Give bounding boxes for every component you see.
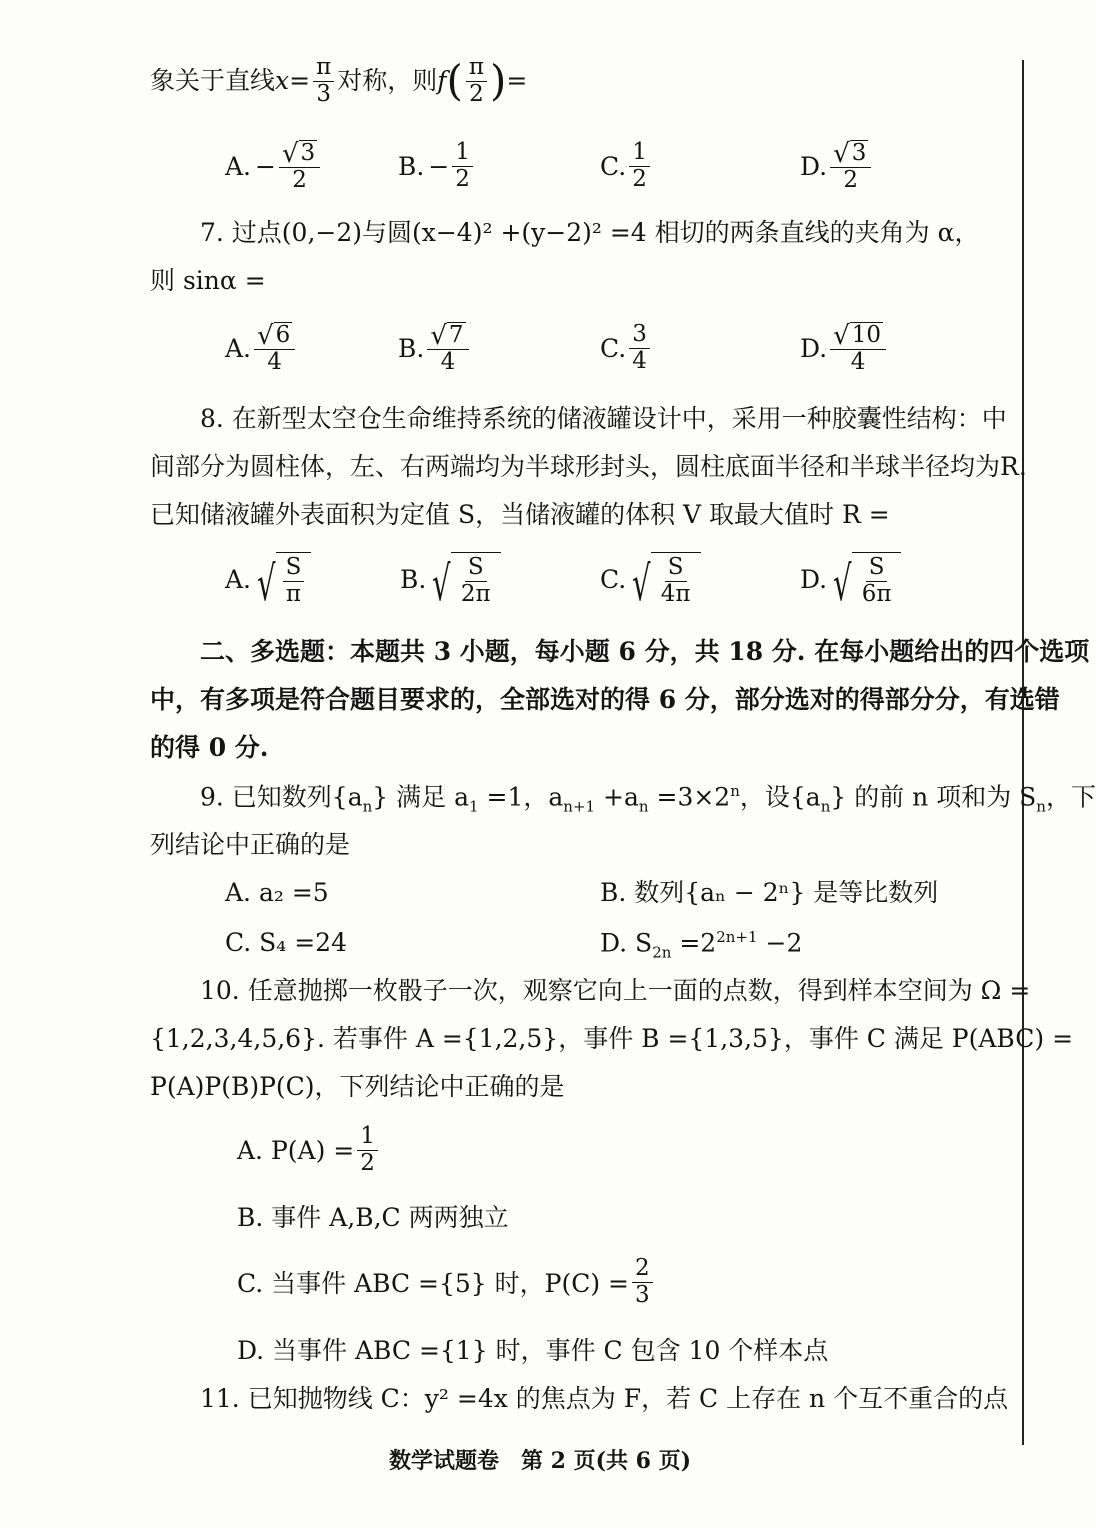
option-text: A. P(A) =	[237, 1135, 355, 1165]
frac-num: √ 7	[427, 322, 468, 350]
frac-num: 1	[629, 140, 650, 167]
q9-option-b: B. 数列{aₙ − 2ⁿ} 是等比数列	[600, 878, 939, 907]
frac-den: 3	[316, 80, 331, 107]
option-frac	[830, 140, 871, 194]
option-frac	[357, 1124, 378, 1177]
q6-option-c	[600, 140, 653, 193]
frac-den: 2	[360, 1149, 375, 1176]
option-frac	[254, 322, 295, 376]
q10-line2: {1,2,3,4,5,6}. 若事件 A ={1,2,5}，事件 B ={1,3,5}，事件 C 满足 P(ABC) =	[150, 1024, 1074, 1053]
option-label: C.	[600, 565, 627, 595]
frac-num: √ 6	[254, 322, 295, 350]
option-label: B.	[400, 565, 427, 595]
option-frac	[632, 1256, 653, 1309]
frac-num: π	[466, 55, 487, 82]
frac-den: 4	[440, 348, 456, 375]
option-label: B.	[398, 151, 425, 181]
frac-den: 2	[632, 165, 647, 192]
q6-option-b	[398, 140, 476, 193]
option-label: C.	[600, 151, 627, 181]
q6-pi-over-3	[313, 55, 334, 108]
frac-num: π	[313, 55, 334, 82]
sqrt-radical: √ $\frac{S}{4\pi}$	[626, 552, 700, 608]
minus-sign: −	[428, 151, 450, 181]
frac-den: 4	[632, 347, 647, 374]
option-text: C. 当事件 ABC ={5} 时，P(C) =	[237, 1269, 630, 1299]
q6-func: f	[437, 66, 447, 96]
q6-eq: =	[289, 66, 311, 96]
q6-pi-over-2	[466, 55, 487, 108]
q8-line3: 已知储液罐外表面积为定值 S，当储液罐的体积 V 取最大值时 R =	[150, 500, 890, 529]
frac-den: 4	[267, 348, 282, 375]
q7-option-a	[225, 322, 298, 376]
frac-num: √ 3	[830, 140, 871, 168]
q6-stem-text: 象关于直线	[150, 66, 276, 96]
q6-option-a	[225, 140, 323, 194]
frac-num: 2	[632, 1256, 653, 1283]
frac-num: √ 3	[279, 140, 320, 168]
frac-num: 1	[357, 1124, 378, 1151]
q8-line2: 间部分为圆柱体，左、右两端均为半球形封头，圆柱底面半径和半球半径均为R.	[150, 452, 1027, 481]
q6-stem-end: =	[506, 66, 528, 96]
option-frac	[279, 140, 320, 194]
frac-den: 2	[469, 80, 484, 107]
q8-option-b	[400, 552, 501, 612]
option-frac	[629, 140, 650, 193]
q11-line1: 11. 已知抛物线 C：y² =4x 的焦点为 F，若 C 上存在 n 个互不重合的点	[200, 1384, 1009, 1413]
left-paren: (	[446, 56, 463, 106]
q6-option-d	[800, 140, 874, 194]
option-label: D.	[800, 565, 828, 595]
q9-option-a: A. a₂ =5	[225, 878, 329, 907]
q6-var-x: x	[275, 66, 290, 96]
q10-option-b: B. 事件 A,B,C 两两独立	[237, 1203, 509, 1232]
section2-line3: 的得 0 分.	[150, 733, 269, 762]
option-label: B.	[398, 334, 425, 364]
q6-stem	[150, 55, 527, 108]
frac-den: 4	[850, 348, 866, 375]
option-label: D.	[800, 334, 828, 364]
q10-option-a	[237, 1124, 381, 1177]
q7-option-b	[398, 322, 472, 376]
page-footer: 数学试题卷 第 2 页(共 6 页)	[388, 1448, 692, 1474]
option-frac	[452, 140, 473, 193]
q10-option-c	[237, 1256, 656, 1309]
q7-line1: 7. 过点(0,−2)与圆(x−4)² +(y−2)² =4 相切的两条直线的夹角为 α，	[200, 218, 980, 247]
frac-den: 2	[292, 166, 307, 193]
q8-line1: 8. 在新型太空仓生命维持系统的储液罐设计中，采用一种胶囊性结构：中	[200, 404, 1007, 433]
q6-stem-mid: 对称，则	[337, 66, 438, 96]
section2-line2: 中，有多项是符合题目要求的，全部选对的得 6 分，部分选对的得部分分，有选错	[150, 685, 1060, 714]
frac-den: 2	[455, 165, 470, 192]
frac-den: 3	[635, 1281, 650, 1308]
frac-num: 3	[629, 322, 650, 349]
q7-option-c	[600, 322, 653, 375]
q10-line3: P(A)P(B)P(C)，下列结论中正确的是	[150, 1072, 565, 1101]
q10-option-d: D. 当事件 ABC ={1} 时，事件 C 包含 10 个样本点	[237, 1336, 829, 1365]
frac-num: 1	[452, 140, 473, 167]
frac-num: √ 10	[830, 322, 886, 350]
sqrt-radical: √ $\frac{S}{6\pi}$	[827, 552, 901, 608]
option-label: D.	[800, 152, 828, 182]
q7-line2: 则 sinα =	[150, 266, 266, 295]
frac-den: 2	[843, 166, 859, 193]
q9-line2: 列结论中正确的是	[150, 830, 351, 859]
right-paren: )	[490, 56, 507, 106]
q9-line1: 9. 已知数列$\{a_n\}$ 满足 $a_1 =1$，$a_{n+1} +a_n =3\times 2^n$，设$\{a_n\}$ 的前 n 项和为 $S_n$，下	[200, 782, 1096, 816]
sqrt-radical: √ $\frac{S}{\pi}$	[251, 552, 311, 608]
option-label: A.	[225, 565, 252, 595]
q9-option-d: D. $S_{2n} =2^{2n+1} -2$	[600, 928, 803, 962]
option-label: A.	[225, 334, 252, 364]
sqrt-radical: √ $\frac{S}{2\pi}$	[426, 552, 500, 608]
option-frac	[830, 322, 886, 376]
option-frac	[629, 322, 650, 375]
q10-line1: 10. 任意抛掷一枚骰子一次，观察它向上一面的点数，得到样本空间为 Ω =	[200, 976, 1031, 1005]
q8-option-a	[225, 552, 311, 612]
q8-option-d	[800, 552, 901, 612]
minus-sign: −	[255, 152, 276, 182]
option-frac	[427, 322, 468, 376]
q7-option-d	[800, 322, 889, 376]
option-label: C.	[600, 333, 627, 363]
section2-line1: 二、多选题：本题共 3 小题，每小题 6 分，共 18 分. 在每小题给出的四个选项	[200, 637, 1090, 666]
margin-rule	[1022, 60, 1024, 1445]
q8-option-c	[600, 552, 701, 612]
q9-option-c: C. S₄ =24	[225, 928, 347, 957]
option-label: A.	[225, 152, 252, 182]
